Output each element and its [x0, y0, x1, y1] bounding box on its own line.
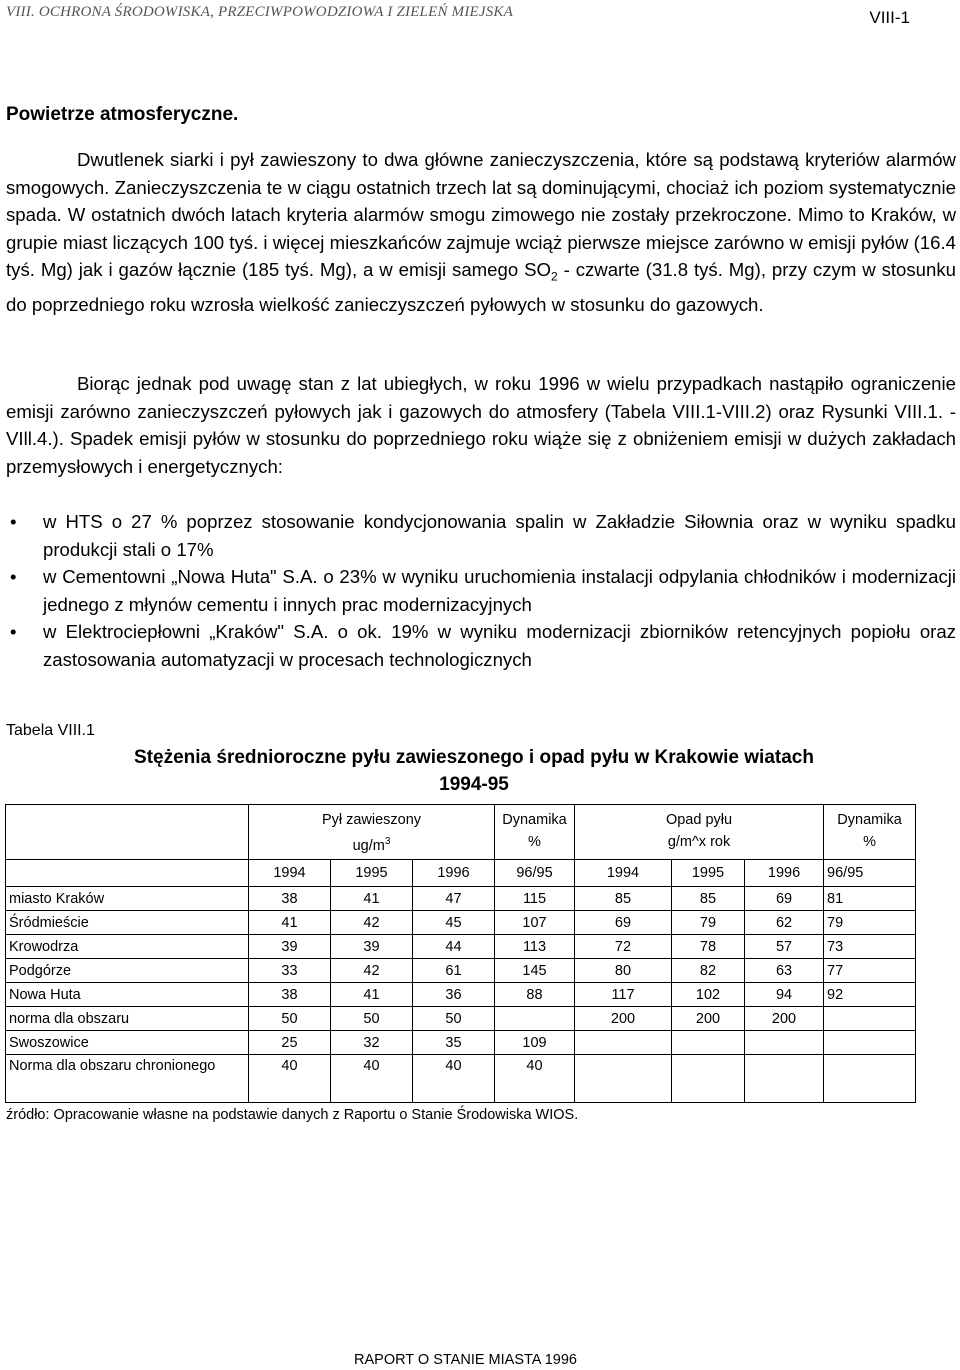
table-cell: 102 [672, 983, 745, 1007]
table-title [6, 744, 942, 798]
paragraph-1 [6, 146, 956, 319]
table-cell [575, 1031, 672, 1055]
table-cell [745, 1031, 824, 1055]
year-header: 96/95 [495, 860, 575, 887]
header-pyl-label: Pył zawieszony [321, 812, 422, 828]
table-cell: 38 [249, 887, 331, 911]
table-cell [824, 1007, 916, 1031]
table-cell: 77 [824, 959, 916, 983]
table-cell [672, 1055, 745, 1103]
table-cell: 40 [331, 1055, 413, 1103]
chapter-header: VIII. OCHRONA ŚRODOWISKA, PRZECIWPOWODZIOWA I ZIELEŃ MIEJSKA [6, 4, 513, 20]
row-label: Norma dla obszaru chronionego [6, 1055, 249, 1103]
table-cell: 47 [413, 887, 495, 911]
table-row [6, 959, 916, 983]
table-row [6, 983, 916, 1007]
header-pyl-unit: ug/m [352, 837, 385, 854]
table-cell: 36 [413, 983, 495, 1007]
header-opad-pylu [575, 805, 824, 860]
table-cell: 85 [575, 887, 672, 911]
header-dynamika-1 [495, 805, 575, 860]
bullet-item [6, 618, 956, 673]
table-cell: 50 [331, 1007, 413, 1031]
table-cell: 62 [745, 911, 824, 935]
table-caption: Tabela VIII.1 [6, 722, 95, 739]
table-cell: 94 [745, 983, 824, 1007]
year-header: 1996 [745, 860, 824, 887]
table-cell: 39 [331, 935, 413, 959]
row-label: Nowa Huta [6, 983, 249, 1007]
table-cell: 69 [575, 911, 672, 935]
table-cell: 25 [249, 1031, 331, 1055]
year-header: 1994 [575, 860, 672, 887]
table-cell: 79 [824, 911, 916, 935]
table-cell: 42 [331, 911, 413, 935]
table-cell: 69 [745, 887, 824, 911]
table-cell [575, 1055, 672, 1103]
header-dynamika-1-label: Dynamika % [502, 812, 567, 850]
table-cell [672, 1031, 745, 1055]
table-cell: 78 [672, 935, 745, 959]
table-row [6, 935, 916, 959]
table-cell: 61 [413, 959, 495, 983]
table-cell: 40 [413, 1055, 495, 1103]
bullet-item [6, 563, 956, 618]
table-cell: 107 [495, 911, 575, 935]
table-cell: 42 [331, 959, 413, 983]
section-title: Powietrze atmosferyczne. [6, 104, 239, 125]
year-header: 1995 [672, 860, 745, 887]
table-cell: 41 [249, 911, 331, 935]
header-dynamika-2 [824, 805, 916, 860]
page-number: VIII-1 [869, 8, 910, 27]
row-label: miasto Kraków [6, 887, 249, 911]
table-cell: 92 [824, 983, 916, 1007]
table-cell: 200 [575, 1007, 672, 1031]
table-cell [824, 1055, 916, 1103]
table-cell: 63 [745, 959, 824, 983]
row-label: Krowodrza [6, 935, 249, 959]
paragraph-1-text-end: - czwarte (31.8 tyś. Mg), przy czym w stosunku do poprzedniego roku wzrosła wielkość zanieczyszczeń pyłowych w stosunku do gazowych. [6, 259, 956, 316]
table-row [6, 911, 916, 935]
table-cell: 115 [495, 887, 575, 911]
bullet-icon: • [10, 621, 17, 642]
table-cell: 88 [495, 983, 575, 1007]
table-row [6, 1007, 916, 1031]
bullet-icon: • [10, 511, 17, 532]
header-cell-empty [6, 805, 249, 860]
table-cell: 45 [413, 911, 495, 935]
year-header: 1995 [331, 860, 413, 887]
table-cell: 33 [249, 959, 331, 983]
header-dynamika-2-unit: % [863, 834, 876, 850]
table-cell: 113 [495, 935, 575, 959]
table-cell: 200 [745, 1007, 824, 1031]
header-pyl-unit-line [252, 831, 491, 857]
table-cell: 39 [249, 935, 331, 959]
table-cell: 40 [495, 1055, 575, 1103]
table-cell: 50 [413, 1007, 495, 1031]
paragraph-1-text: Dwutlenek siarki i pył zawieszony to dwa główne zanieczyszczenia, które są podstawą kryteriów alarmów smogowych. Zanieczyszczenia te w ciągu ostatnich trzech lat są dominującymi, chociaż ich poziom systematycznie spada. W ostatnich dwóch latach kryteria alarmów smogu zimowego nie zostały przekroczone. Mimo to Kraków, w grupie miast liczących 100 tyś. i więcej mieszkańców zajmuje wciąż pierwsze miejsce zarówno w emisji pyłów (16.4 tyś. Mg) jak i gazów łącznie (185 tyś. Mg), a w emisji samego SO [6, 149, 956, 280]
row-label: Swoszowice [6, 1031, 249, 1055]
table-cell: 35 [413, 1031, 495, 1055]
table-cell: 145 [495, 959, 575, 983]
table-body [6, 887, 916, 1103]
table-year-header-row [6, 860, 916, 887]
table-cell: 82 [672, 959, 745, 983]
table-cell: 72 [575, 935, 672, 959]
row-label: Podgórze [6, 959, 249, 983]
table-cell: 85 [672, 887, 745, 911]
table-cell: 117 [575, 983, 672, 1007]
bullet-item [6, 508, 956, 563]
table-cell [745, 1055, 824, 1103]
table-cell: 44 [413, 935, 495, 959]
table-cell: 50 [249, 1007, 331, 1031]
header-cell-empty [6, 860, 249, 887]
header-pyl-zawieszony [249, 805, 495, 860]
header-opad-unit: g/m^x rok [667, 834, 731, 850]
row-label: Śródmieście [6, 911, 249, 935]
year-header: 1994 [249, 860, 331, 887]
table-cell: 80 [575, 959, 672, 983]
table-row [6, 887, 916, 911]
table-title-line-2: 1994-95 [439, 774, 509, 795]
bullet-text: w Cementowni „Nowa Huta" S.A. o 23% w wyniku uruchomienia instalacji odpylania chłodników i modernizacji jednego z młynów cementu i innych prac modernizacyjnych [43, 566, 956, 615]
table-cell: 38 [249, 983, 331, 1007]
page-footer: RAPORT O STANIE MIASTA 1996 [354, 1352, 577, 1368]
bullet-list [6, 508, 956, 673]
table-cell: 81 [824, 887, 916, 911]
table-cell: 41 [331, 983, 413, 1007]
table-cell: 200 [672, 1007, 745, 1031]
year-header: 96/95 [824, 860, 916, 887]
bullet-text: w HTS o 27 % poprzez stosowanie kondycjonowania spalin w Zakładzie Siłownia oraz w wyniku spadku produkcji stali o 17% [43, 511, 956, 560]
subscript-2: 2 [550, 269, 558, 284]
header-dynamika-2-label: Dynamika [837, 812, 902, 828]
table-cell: 79 [672, 911, 745, 935]
table-cell: 40 [249, 1055, 331, 1103]
table-cell: 109 [495, 1031, 575, 1055]
header-opad-label: Opad pyłu [665, 812, 733, 828]
header-pyl-sup: 3 [384, 836, 391, 847]
row-label: norma dla obszaru [6, 1007, 249, 1031]
table-cell: 73 [824, 935, 916, 959]
table-row [6, 1031, 916, 1055]
paragraph-2: Biorąc jednak pod uwagę stan z lat ubiegłych, w roku 1996 w wielu przypadkach nastąpiło ograniczenie emisji zarówno zanieczyszczeń pyłowych jak i gazowych do atmosfery (Tabela VIII.1-VIII.2) oraz Rysunki VIII.1. - VIll.4.). Spadek emisji pyłów w stosunku do poprzedniego roku wiąże się z obniżeniem emisji w dużych zakładach przemysłowych i energetycznych: [6, 373, 956, 477]
table-row [6, 1055, 916, 1103]
table-group-header-row [6, 805, 916, 860]
bullet-icon: • [10, 566, 17, 587]
table-cell [824, 1031, 916, 1055]
bullet-text: w Elektrociepłowni „Kraków" S.A. o ok. 19% w wyniku modernizacji zbiorników retencyjnych popiołu oraz zastosowania automatyzacji w procesach technologicznych [43, 621, 956, 670]
data-table [5, 804, 916, 1103]
source-note: źródło: Opracowanie własne na podstawie danych z Raportu o Stanie Środowiska WIOS. [6, 1107, 579, 1123]
table-cell [495, 1007, 575, 1031]
table-cell: 57 [745, 935, 824, 959]
table-title-line-1: Stężenia średnioroczne pyłu zawieszonego i opad pyłu w Krakowie wiatach [134, 747, 814, 768]
year-header: 1996 [413, 860, 495, 887]
table-cell: 32 [331, 1031, 413, 1055]
table-cell: 41 [331, 887, 413, 911]
